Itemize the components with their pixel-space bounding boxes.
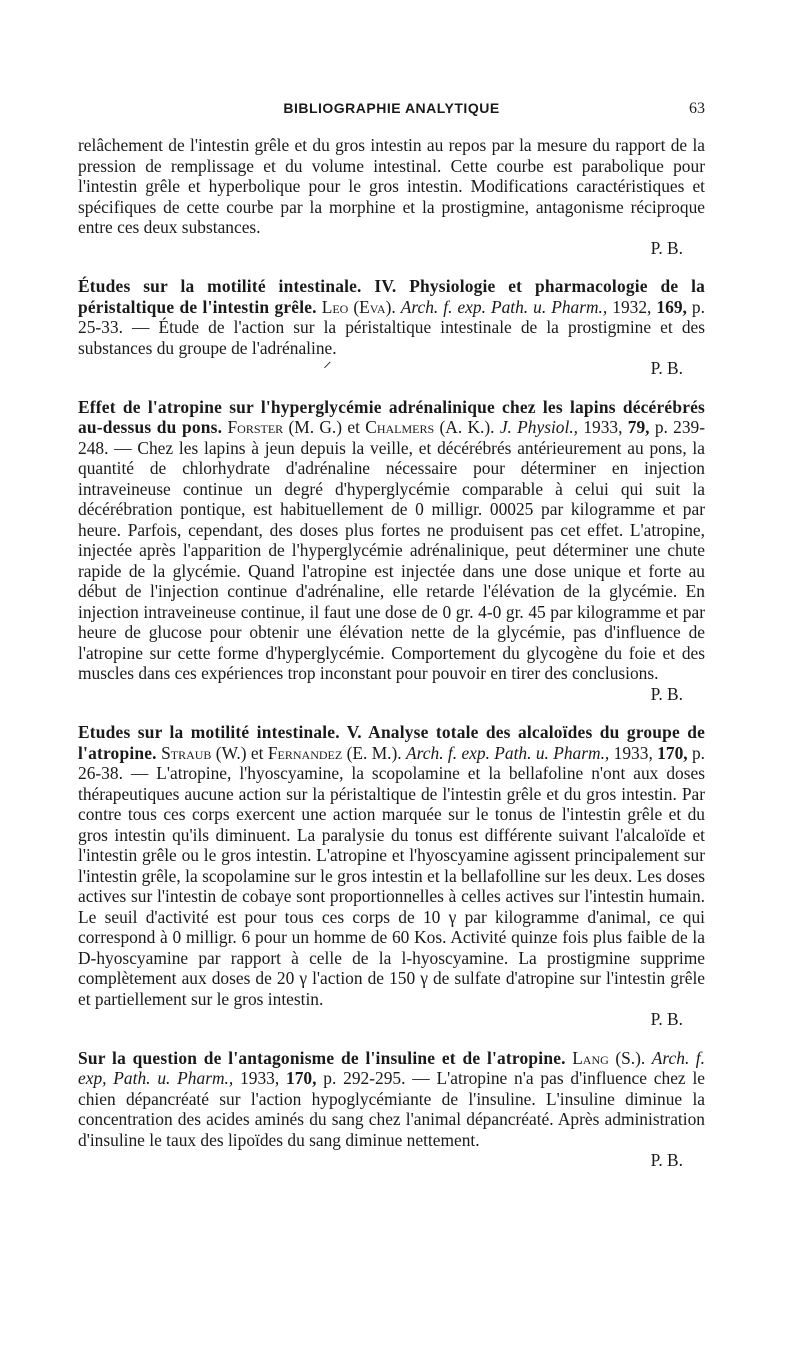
bibliography-entry <box>78 1048 705 1171</box>
journal-name: Arch. f. exp. Path. u. Pharm., <box>400 296 608 317</box>
running-title: BIBLIOGRAPHIE ANALYTIQUE <box>283 100 500 116</box>
reviewer-initials: P. B. <box>650 1150 683 1170</box>
entry-body <box>78 276 705 358</box>
author-initial: (Eva). <box>353 296 396 317</box>
page-range: p. 25-33. <box>78 296 705 337</box>
volume-number: 169, <box>656 296 687 317</box>
entry-abstract: — L'atropine, l'hyoscyamine, la scopolamine et la bellafoline n'ont aux doses thérapeutiques aucune action sur la péristaltique de l'intestin grêle et du gros intestin. Par contre tous ces corps exercent une action marquée sur le tonus de l'intestin grêle et du gros intestin qu'ils diminuent. La paralysie du tonus est différente suivant l'alcaloïde et l'intestin grêle ou le gros intestin. L'atropine et l'hyoscyamine agissent principalement sur l'intestin grêle, la scopolamine sur le gros intestin et la bellafolline sur les deux. Les doses actives sur l'intestin de cobaye sont proportionnelles à celles actives sur l'intestin humain. Le seuil d'activité est pour tous ces corps de 10 γ par kilogramme d'animal, ce qui correspond à 0 milligr. 6 pour un homme de 60 Kos. Activité quinze fois plus faible de la D-hyoscyamine par rapport à celle de la l-hyoscyamine. La prostigmine supprime complètement aux doses de 20 γ l'action de 150 γ de sulfate d'atropine sur l'intestin grêle et partiellement sur le gros intestin. <box>78 763 705 1009</box>
entry-abstract: — L'atropine n'a pas d'influence chez le chien dépancréaté sur l'action hypoglycémiante de l'insuline. L'insuline diminue la concentration des acides aminés du sang chez l'animal dépancréaté. Après administration d'insuline le taux des lipoïdes du sang diminue nettement. <box>78 1068 705 1150</box>
page-range: p. 239-248. <box>78 417 706 458</box>
author-initial: (W.) <box>215 742 247 763</box>
page-number: 63 <box>689 100 705 117</box>
reviewer-initials: P. B. <box>650 358 683 378</box>
entry-body <box>78 722 705 1009</box>
journal-name: Arch. f. exp. Path. u. Pharm., <box>406 742 610 763</box>
author-name: Lang <box>572 1047 609 1068</box>
entry-body <box>78 397 705 684</box>
entry-continuation <box>78 135 705 258</box>
page-range: p. 292-295. <box>323 1068 406 1088</box>
entry-abstract: relâchement de l'intestin grêle et du gros intestin au repos par la mesure du rapport de la pression de remplissage et du volume intestinal. Cette courbe est parabolique pour l'intestin grêle et hyperbolique pour le gros intestin. Modifications caractéristiques et spécifiques de cette courbe par la morphine et la prostigmine, antagonisme réciproque entre ces deux substances. <box>78 135 705 237</box>
bibliography-content <box>78 135 705 1189</box>
publication-year: 1933, <box>240 1068 280 1088</box>
conjunction: et <box>347 417 360 437</box>
conjunction: et <box>250 742 264 763</box>
author-name: Leo <box>321 296 349 317</box>
entry-title: Effet de l'atropine sur l'hyperglycémie adrénalinique chez les lapins décérébrés au-dessus du pons. <box>78 396 705 437</box>
author-name: Forster <box>227 417 284 437</box>
page-range: p. 26-38. <box>78 742 706 783</box>
volume-number: 170, <box>286 1068 317 1088</box>
entry-title: Sur la question de l'antagonisme de l'insuline et de l'atropine. <box>78 1047 566 1068</box>
entry-body <box>78 1048 705 1151</box>
entry-abstract: — Étude de l'action sur la péristaltique intestinale de la prostigmine et des substances du groupe de l'adrénaline. <box>78 317 706 358</box>
journal-name: J. Physiol., <box>499 417 579 437</box>
publication-year: 1933, <box>583 417 623 437</box>
entry-title: Etudes sur la motilité intestinale. V. Analyse totale des alcaloïdes du groupe de l'atropine. <box>78 722 705 763</box>
volume-number: 170, <box>657 742 688 763</box>
bibliography-entry <box>78 722 705 1030</box>
reviewer-initials: P. B. <box>650 237 683 258</box>
author-initial: (A. K.). <box>439 417 495 437</box>
entry-abstract: — Chez les lapins à jeun depuis la veille, et décérébrés antérieurement au pons, la quantité de chlorhydrate d'adrénaline nécessaire pour déterminer en injection intraveineuse continue un degré d'hyperglycémie comparable à celui qui suit la décérébration pontique, est habituellement de 0 milligr. 00025 par kilogramme et par heure. Parfois, cependant, des doses plus fortes ne produisent pas cet effet. L'atropine, injectée après l'apparition de l'hyperglycémie adrénalinique, peut déterminer une chute rapide de la glycémie. Quand l'atropine est injectée dans une dose unique et forte au début de l'injection continue d'adrénaline, elle retarde l'élévation de la glycémie. En injection intraveineuse continue, il faut une dose de 0 gr. 4-0 gr. 45 par kilogramme et par heure de glucose pour obtenir une élévation nette de la glycémie, pas d'influence de l'atropine sur cette forme d'hyperglycémie. Comportement du glycogène du foie et des muscles dans ces expériences trop inconstant pour pouvoir en tirer des conclusions. <box>78 437 705 683</box>
publication-year: 1932, <box>612 296 652 317</box>
author-initial: (E. M.). <box>346 742 402 763</box>
running-head <box>78 100 705 124</box>
bibliography-entry <box>78 397 705 705</box>
author-name: Chalmers <box>365 417 435 437</box>
reviewer-initials: P. B. <box>650 683 683 704</box>
author-name: Fernandez <box>267 742 343 763</box>
author-initial: (M. G.) <box>288 417 343 437</box>
publication-year: 1933, <box>613 742 653 763</box>
author-name: Straub <box>161 742 212 763</box>
bibliography-entry <box>78 276 705 379</box>
reviewer-initials: P. B. <box>650 1009 683 1029</box>
stray-mark: ⸍ <box>323 358 332 378</box>
author-initial: (S.). <box>615 1047 646 1068</box>
entry-title: Études sur la motilité intestinale. IV. Physiologie et pharmacologie de la péristaltique de l'intestin grêle. <box>78 276 705 317</box>
volume-number: 79, <box>627 417 650 437</box>
journal-name: Arch. f. exp, Path. u. Pharm., <box>78 1047 705 1088</box>
